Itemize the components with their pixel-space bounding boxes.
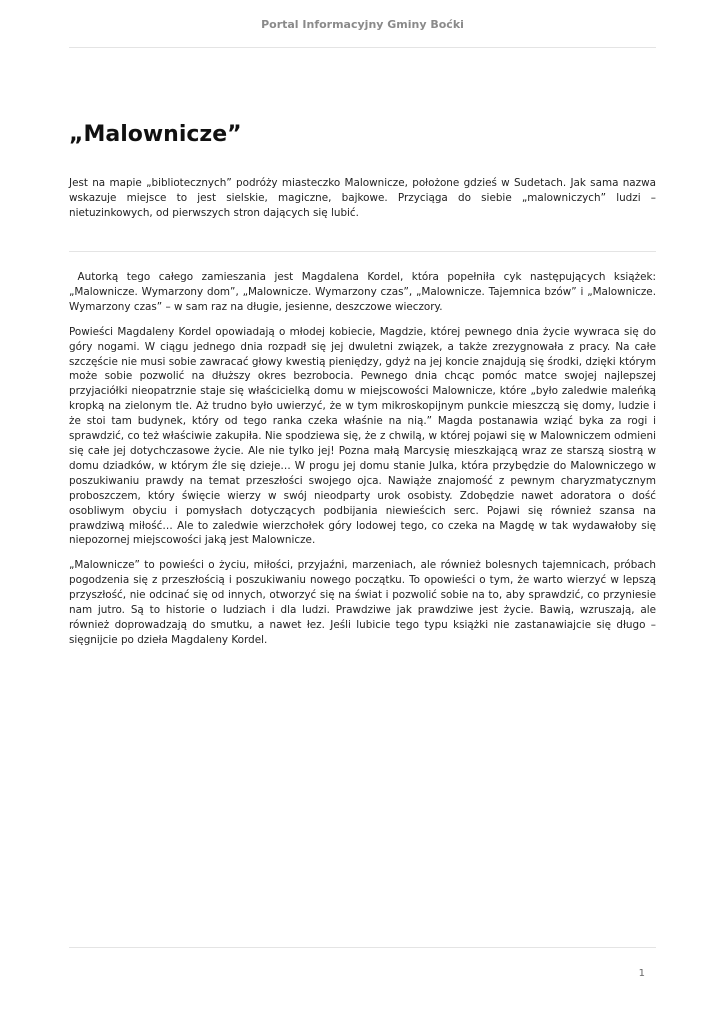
site-header-title: Portal Informacyjny Gminy Boćki xyxy=(261,18,464,31)
intro-divider xyxy=(69,251,656,252)
body-paragraph-1: Autorką tego całego zamieszania jest Magdalena Kordel, która popełniła cyk następujących książek: „Malownicze. Wymarzony dom”, „Malownicze. Wymarzony czas”, „Malownicze. Tajemnica bzów” i „Malownicze. Wymarzony czas” – w sam raz na długie, jesienne, deszczowe wieczory. xyxy=(69,271,660,313)
body-paragraph-3: „Malownicze” to powieści o życiu, miłości, przyjaźni, marzeniach, ale również bolesnych tajemnicach, próbach pogodzenia się z przeszłością i poszukiwaniu nowego początku. To opowieści o tym, że warto wierzyć w lepszą przyszłość, nie odcinać się od innych, otworzyć się na świat i pozwolić sobie na to, aby sprawdzić, co przyniesie nam jutro. Są to historie o ludziach i dla ludzi. Prawdziwe jak prawdziwe jest życie. Bawią, wzruszają, ale również doprowadzają do smutku, a nawet łez. Jeśli lubicie tego typu książki nie zastanawiajcie się długo – sięgnijcie po dzieła Magdaleny Kordel. xyxy=(69,559,656,646)
footer-divider xyxy=(69,947,656,948)
article-intro xyxy=(69,176,656,231)
body-paragraph-2: Powieści Magdaleny Kordel opowiadają o młodej kobiecie, Magdzie, której pewnego dnia życie wywraca się do góry nogami. W ciągu jednego dnia rozpadł się jej dwuletni związek, a także zrezygnowała z pracy. Na całe szczęście nie musi sobie zawracać głowy kwestią pieniędzy, gdyż na jej koncie znajdują się środki, dzięki którym może sobie pozwolić na dłuższy okres bezrobocia. Pewnego dnia chcąc pomóc matce swojej najlepszej przyjaciółki nieopatrznie staje się właścicielką domu w miejscowości Malownicze, które „było zaledwie maleńką kropką na zielonym tle. Aż trudno było uwierzyć, że w tym mikroskopijnym punkcie mieszczą się domy, ludzie i że stoi tam budynek, który od tego ranka czeka właśnie na nią.” Magda postanawia wziąć byka za rogi i sprawdzić, co też właściwie zakupiła. Nie spodziewa się, że z chwilą, w której pojawi się w Malowniczem odmieni się całe jej dotychczasowe życie. Ale nie tylko jej! Pozna małą Marcysię mieszkającą wraz ze starszą siostrą w domu dziadków, w którym źle się dzieje… W progu jej domu stanie Julka, która przybędzie do Malowniczego w poszukiwaniu prawdy na temat przeszłości swojego ojca. Nawiąże znajomość z pewnym charyzmatycznym proboszczem, który święcie wierzy w swój nieodparty urok osobisty. Zdobędzie nawet adoratora o dość osobliwym obyciu i pomysłach dotyczących podbijania niewieścich serc. Pojawi się również szansa na prawdziwą miłość… Ale to zaledwie wierzchołek góry lodowej tego, co czeka na Magdę w tak wydawałoby się niepozornej miejscowości jaką jest Malownicze. xyxy=(69,325,656,547)
article-title: „Malownicze” xyxy=(69,122,242,147)
page-number: 1 xyxy=(638,968,645,979)
article-body xyxy=(69,270,660,658)
intro-paragraph: Jest na mapie „bibliotecznych” podróży miasteczko Malownicze, położone gdzieś w Sudetach. Jak sama nazwa wskazuje miejsce to jest sielskie, magiczne, bajkowe. Przyciąga do siebie „malowniczych” ludzi – nietuzinkowych, od pierwszych stron dających się lubić. xyxy=(69,177,656,219)
header-divider xyxy=(69,47,656,48)
